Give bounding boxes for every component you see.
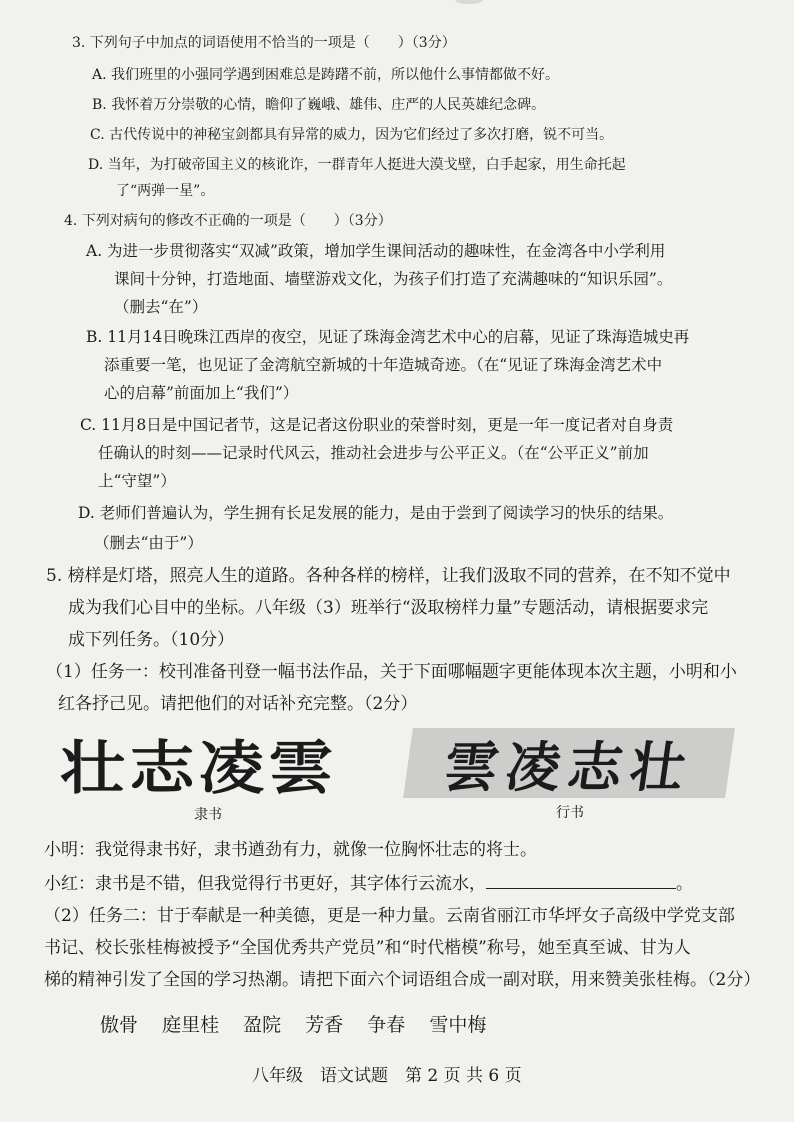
q5-task2-line1: （2）任务二：甘于奉献是一种美德，更是一种力量。云南省丽江市华坪女子高级中学党支部 [44, 906, 735, 926]
dialogue-xiaohong-text: 小红：隶书是不错，但我觉得行书更好，其字体行云流水， [44, 874, 486, 894]
word-item: 芳香 [305, 1014, 344, 1036]
q4-option-b-line2: 添重要一笔，也见证了金湾航空新城的十年造城奇迹。（在“见证了珠海金湾艺术中 [104, 356, 663, 374]
word-item: 傲骨 [100, 1014, 139, 1036]
q3-stem: 3. 下列句子中加点的词语使用不恰当的一项是（ ）（3分） [72, 35, 456, 51]
q4-option-d-line1: D. 老师们普遍认为，学生拥有长足发展的能力，是由于尝到了阅读学习的快乐的结果。 [78, 504, 674, 522]
q4-option-c-line2: 任确认的时刻——记录时代风云，推动社会进步与公平正义。（在“公平正义”前加 [98, 444, 649, 462]
word-item: 争春 [367, 1014, 406, 1036]
calligraphy-xingshu: 雲凌志壮 [403, 728, 735, 798]
q3-option-b: B. 我怀着万分崇敬的心情，瞻仰了巍峨、雄伟、庄严的人民英雄纪念碑。 [92, 97, 546, 113]
q5-task1-line1: （1）任务一：校刊准备刊登一幅书法作品，关于下面哪幅题字更能体现本次主题，小明和小 [46, 662, 737, 682]
calligraphy-lishu: 壮志凌雲 [60, 734, 338, 802]
q5-task2-line3: 梯的精神引发了全国的学习热潮。请把下面六个词语组合成一副对联，用来赞美张桂梅。（2分） [44, 970, 761, 990]
q4-option-b-line1: B. 11月14日晚珠江西岸的夜空，见证了珠海金湾艺术中心的启幕，见证了珠海造城史再 [86, 328, 690, 346]
q4-option-c-line3: 上“守望”） [98, 472, 176, 490]
caption-lishu: 隶书 [194, 807, 222, 823]
q3-option-c: C. 古代传说中的神秘宝剑都具有异常的威力，因为它们经过了多次打磨，锐不可当。 [90, 127, 614, 143]
answer-blank[interactable] [486, 874, 676, 889]
q3-option-a: A. 我们班里的小强同学遇到困难总是踌躇不前，所以他什么事情都做不好。 [92, 67, 560, 83]
q5-intro-line2: 成为我们心目中的坐标。八年级（3）班举行“汲取榜样力量”专题活动，请根据要求完 [68, 598, 709, 618]
scan-mark [455, 0, 483, 4]
calligraphy-figure [60, 728, 730, 802]
dialogue-xiaohong-end: 。 [676, 874, 693, 894]
q3-option-d-line2: 了“两弹一星”。 [116, 183, 215, 199]
q5-intro-line1: 5. 榜样是灯塔，照亮人生的道路。各种各样的榜样，让我们汲取不同的营养，在不知不觉中 [46, 566, 731, 586]
q4-option-d-line2: （删去“由于”） [94, 534, 203, 552]
q4-stem: 4. 下列对病句的修改不正确的一项是（ ）（3分） [64, 213, 392, 229]
q3-option-d-line1: D. 当年，为打破帝国主义的核讹诈，一群青年人挺进大漠戈壁，白手起家，用生命托起 [88, 157, 626, 173]
q4-option-a-line2: 课间十分钟，打造地面、墙壁游戏文化，为孩子们打造了充满趣味的“知识乐园”。 [114, 270, 673, 288]
q4-option-a-line1: A. 为进一步贯彻落实“双减”政策，增加学生课间活动的趣味性，在金湾各中小学利用 [86, 242, 666, 260]
q4-option-a-line3: （删去“在”） [114, 298, 208, 316]
q5-intro-line3: 成下列任务。（10分） [68, 630, 235, 650]
caption-xingshu: 行书 [556, 805, 584, 821]
dialogue-xiaohong [44, 874, 693, 893]
q5-task1-line2: 红各抒己见。请把他们的对话补充完整。（2分） [58, 694, 418, 714]
dialogue-xiaoming: 小明：我觉得隶书好，隶书遒劲有力，就像一位胸怀壮志的将士。 [44, 840, 537, 860]
page-footer: 八年级 语文试题 第 2 页 共 6 页 [252, 1066, 522, 1086]
q5-task2-line2: 书记、校长张桂梅被授予“全国优秀共产党员”和“时代楷模”称号，她至真至诚、甘为人 [44, 938, 691, 958]
word-item: 盈院 [243, 1014, 282, 1036]
q4-option-c-line1: C. 11月8日是中国记者节，这是记者这份职业的荣誉时刻，更是一年一度记者对自身责 [80, 416, 674, 434]
word-list [100, 1016, 504, 1035]
word-item: 庭里桂 [162, 1014, 220, 1036]
word-item: 雪中梅 [429, 1014, 487, 1036]
q4-option-b-line3: 心的启幕”前面加上“我们”） [104, 384, 299, 402]
